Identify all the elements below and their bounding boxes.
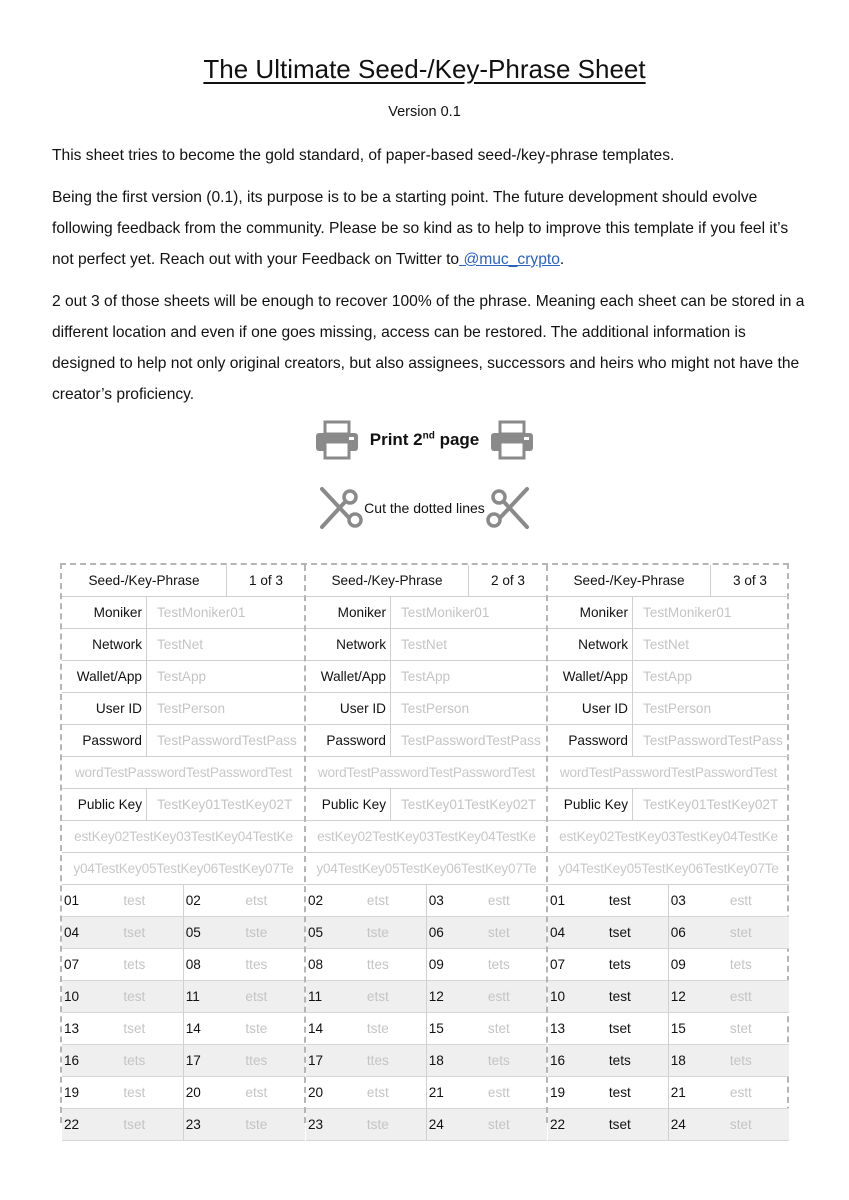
word-number: 08 [183, 949, 208, 981]
word-value[interactable]: tste [330, 1109, 426, 1141]
development-text: Being the first version (0.1), its purpose is to be a starting point. The future development should evolve following feedback from the community. Please be so kind as to help to improve this template if you feel it’s not perfect yet. Reach out with your Feedback on Twitter to [52, 189, 789, 268]
password-row [306, 725, 547, 757]
word-number: 01 [62, 885, 86, 917]
word-value[interactable]: estt [693, 981, 789, 1013]
word-value[interactable]: etst [208, 1077, 305, 1109]
network-value[interactable]: TestNet [147, 629, 306, 661]
word-number: 23 [183, 1109, 208, 1141]
word-value[interactable]: etst [208, 981, 305, 1013]
word-value[interactable]: test [572, 981, 668, 1013]
word-number: 18 [426, 1045, 451, 1077]
word-number: 02 [306, 885, 330, 917]
network-value[interactable]: TestNet [633, 629, 790, 661]
cut-label: Cut the dotted lines [364, 500, 485, 516]
development-end: . [559, 251, 565, 268]
word-row [548, 1109, 789, 1141]
word-number: 20 [306, 1077, 330, 1109]
wallet-value[interactable]: TestApp [147, 661, 306, 693]
version-label: Version 0.1 [388, 104, 461, 120]
word-value[interactable]: ttes [208, 1045, 305, 1077]
public_key-label: Public Key [548, 789, 633, 821]
word-number: 15 [426, 1013, 451, 1045]
sheet-header-title: Seed-/Key-Phrase [548, 565, 711, 597]
word-value[interactable]: ttes [208, 949, 305, 981]
word-row [548, 1013, 789, 1045]
password-label: Password [62, 725, 147, 757]
word-value[interactable]: test [572, 1077, 668, 1109]
wallet-row [306, 661, 547, 693]
word-number: 11 [183, 981, 208, 1013]
word-row [62, 885, 305, 917]
key_cont1-value[interactable]: estKey02TestKey03TestKey04TestKe [306, 821, 547, 853]
printer-icon [314, 420, 360, 460]
moniker-row [62, 597, 305, 629]
word-value[interactable]: tets [86, 1045, 183, 1077]
word-value[interactable]: tset [572, 1109, 668, 1141]
word-value[interactable]: tets [451, 1045, 547, 1077]
scissors-icon [485, 485, 531, 531]
word-value[interactable]: test [86, 1077, 183, 1109]
key_cont1-row [306, 821, 547, 853]
word-number: 17 [183, 1045, 208, 1077]
word-row [62, 949, 305, 981]
word-value[interactable]: tset [86, 1109, 183, 1141]
word-number: 15 [668, 1013, 693, 1045]
network-label: Network [62, 629, 147, 661]
password_cont-row [62, 757, 305, 789]
sheet-page-number: 1 of 3 [227, 565, 306, 597]
twitter-link[interactable]: @muc_crypto [459, 251, 560, 268]
word-number: 01 [548, 885, 572, 917]
word-row [548, 1077, 789, 1109]
user-value[interactable]: TestPerson [633, 693, 790, 725]
word-value[interactable]: etst [330, 981, 426, 1013]
password-value[interactable]: TestPasswordTestPass [633, 725, 790, 757]
password_cont-value[interactable]: wordTestPasswordTestPasswordTest [62, 757, 305, 789]
sheet-page-number: 3 of 3 [711, 565, 790, 597]
network-label: Network [548, 629, 633, 661]
word-number: 02 [183, 885, 208, 917]
key_cont2-row [548, 853, 789, 885]
word-row [548, 949, 789, 981]
word-number: 07 [62, 949, 86, 981]
word-value[interactable]: tste [330, 1013, 426, 1045]
user-row [306, 693, 547, 725]
password-label: Password [548, 725, 633, 757]
seed-sheet-2 [304, 565, 547, 1132]
sheet-page-number: 2 of 3 [469, 565, 548, 597]
wallet-row [62, 661, 305, 693]
word-number: 20 [183, 1077, 208, 1109]
word-number: 16 [62, 1045, 86, 1077]
public_key-row [306, 789, 547, 821]
moniker-label: Moniker [62, 597, 147, 629]
word-number: 11 [306, 981, 330, 1013]
word-row [306, 885, 547, 917]
word-value[interactable]: estt [693, 885, 789, 917]
word-value[interactable]: tets [693, 949, 789, 981]
network-row [548, 629, 789, 661]
word-value[interactable]: tste [330, 917, 426, 949]
word-number: 04 [548, 917, 572, 949]
word-value[interactable]: estt [451, 1077, 547, 1109]
word-value[interactable]: etst [330, 885, 426, 917]
word-value[interactable]: stet [451, 1013, 547, 1045]
word-number: 14 [183, 1013, 208, 1045]
word-row [548, 1045, 789, 1077]
sheet-header [306, 565, 547, 597]
word-number: 05 [306, 917, 330, 949]
seed-sheet-1 [62, 565, 305, 1132]
password-value[interactable]: TestPasswordTestPass [391, 725, 548, 757]
word-value[interactable]: tets [572, 1045, 668, 1077]
word-value[interactable]: tste [208, 1109, 305, 1141]
word-value[interactable]: stet [693, 1013, 789, 1045]
password_cont-row [306, 757, 547, 789]
sheet-header-title: Seed-/Key-Phrase [62, 565, 227, 597]
word-value[interactable]: stet [693, 1109, 789, 1141]
public_key-value[interactable]: TestKey01TestKey02T [147, 789, 306, 821]
word-row [306, 1077, 547, 1109]
user-value[interactable]: TestPerson [147, 693, 306, 725]
word-value[interactable]: tset [572, 917, 668, 949]
word-number: 13 [62, 1013, 86, 1045]
moniker-value[interactable]: TestMoniker01 [147, 597, 306, 629]
word-number: 23 [306, 1109, 330, 1141]
moniker-value[interactable]: TestMoniker01 [391, 597, 548, 629]
public_key-row [548, 789, 789, 821]
word-row [306, 917, 547, 949]
word-value[interactable]: stet [451, 917, 547, 949]
password-row [548, 725, 789, 757]
seed-sheet-3 [546, 565, 789, 1132]
word-value[interactable]: tets [693, 1045, 789, 1077]
word-row [306, 981, 547, 1013]
word-number: 10 [62, 981, 86, 1013]
word-row [62, 1013, 305, 1045]
wallet-label: Wallet/App [548, 661, 633, 693]
word-number: 07 [548, 949, 572, 981]
user-label: User ID [306, 693, 391, 725]
word-number: 10 [548, 981, 572, 1013]
network-value[interactable]: TestNet [391, 629, 548, 661]
wallet-label: Wallet/App [62, 661, 147, 693]
public_key-label: Public Key [62, 789, 147, 821]
network-label: Network [306, 629, 391, 661]
word-number: 04 [62, 917, 86, 949]
moniker-row [306, 597, 547, 629]
scissors-icon [318, 485, 364, 531]
word-number: 17 [306, 1045, 330, 1077]
word-value[interactable]: tset [86, 1013, 183, 1045]
network-row [62, 629, 305, 661]
word-row [548, 885, 789, 917]
word-row [62, 981, 305, 1013]
word-value[interactable]: test [86, 885, 183, 917]
word-number: 21 [426, 1077, 451, 1109]
password-row [62, 725, 305, 757]
word-row [62, 917, 305, 949]
word-value[interactable]: ttes [330, 949, 426, 981]
public_key-label: Public Key [306, 789, 391, 821]
user-row [548, 693, 789, 725]
network-row [306, 629, 547, 661]
word-number: 24 [426, 1109, 451, 1141]
word-value[interactable]: stet [451, 1109, 547, 1141]
key_cont2-value[interactable]: y04TestKey05TestKey06TestKey07Te [62, 853, 305, 885]
word-row [306, 1045, 547, 1077]
word-number: 09 [426, 949, 451, 981]
word-value[interactable]: estt [451, 885, 547, 917]
password_cont-value[interactable]: wordTestPasswordTestPasswordTest [306, 757, 547, 789]
key_cont1-value[interactable]: estKey02TestKey03TestKey04TestKe [548, 821, 789, 853]
word-number: 19 [548, 1077, 572, 1109]
word-number: 06 [426, 917, 451, 949]
word-value[interactable]: tets [572, 949, 668, 981]
print-instruction [0, 419, 849, 461]
password_cont-value[interactable]: wordTestPasswordTestPasswordTest [548, 757, 789, 789]
word-row [548, 981, 789, 1013]
word-number: 03 [426, 885, 451, 917]
word-value[interactable]: tset [86, 917, 183, 949]
moniker-label: Moniker [548, 597, 633, 629]
word-number: 14 [306, 1013, 330, 1045]
word-value[interactable]: test [572, 885, 668, 917]
wallet-label: Wallet/App [306, 661, 391, 693]
key_cont1-value[interactable]: estKey02TestKey03TestKey04TestKe [62, 821, 305, 853]
seed-sheets [60, 563, 789, 1132]
key_cont2-row [62, 853, 305, 885]
wallet-value[interactable]: TestApp [391, 661, 548, 693]
word-row [548, 917, 789, 949]
moniker-value[interactable]: TestMoniker01 [633, 597, 790, 629]
cut-instruction [0, 484, 849, 532]
word-row [62, 1077, 305, 1109]
moniker-row [548, 597, 789, 629]
word-value[interactable]: ttes [330, 1045, 426, 1077]
intro-paragraph: This sheet tries to become the gold standard, of paper-based seed-/key-phrase templates. [52, 147, 675, 164]
word-value[interactable]: tste [208, 1013, 305, 1045]
word-number: 22 [548, 1109, 572, 1141]
key_cont1-row [548, 821, 789, 853]
sheet-header-title: Seed-/Key-Phrase [306, 565, 469, 597]
moniker-label: Moniker [306, 597, 391, 629]
word-number: 12 [426, 981, 451, 1013]
word-value[interactable]: tets [86, 949, 183, 981]
word-value[interactable]: etst [330, 1077, 426, 1109]
word-number: 09 [668, 949, 693, 981]
word-number: 16 [548, 1045, 572, 1077]
word-number: 05 [183, 917, 208, 949]
password-label: Password [306, 725, 391, 757]
user-label: User ID [62, 693, 147, 725]
public_key-row [62, 789, 305, 821]
user-label: User ID [548, 693, 633, 725]
word-row [62, 1045, 305, 1077]
print-label: Print 2nd page [369, 430, 480, 449]
word-row [306, 949, 547, 981]
printer-icon [489, 420, 535, 460]
wallet-row [548, 661, 789, 693]
word-value[interactable]: tset [572, 1013, 668, 1045]
user-row [62, 693, 305, 725]
word-number: 06 [668, 917, 693, 949]
word-row [306, 1109, 547, 1141]
user-value[interactable]: TestPerson [391, 693, 548, 725]
key_cont2-value[interactable]: y04TestKey05TestKey06TestKey07Te [548, 853, 789, 885]
sheet-header [62, 565, 305, 597]
key_cont1-row [62, 821, 305, 853]
word-number: 13 [548, 1013, 572, 1045]
word-value[interactable]: tste [208, 917, 305, 949]
word-value[interactable]: stet [693, 917, 789, 949]
key_cont2-value[interactable]: y04TestKey05TestKey06TestKey07Te [306, 853, 547, 885]
password-value[interactable]: TestPasswordTestPass [147, 725, 306, 757]
word-row [306, 1013, 547, 1045]
word-number: 08 [306, 949, 330, 981]
page-title: The Ultimate Seed-/Key-Phrase Sheet [203, 54, 646, 84]
public_key-value[interactable]: TestKey01TestKey02T [391, 789, 548, 821]
word-value[interactable]: test [86, 981, 183, 1013]
word-number: 03 [668, 885, 693, 917]
word-row [62, 1109, 305, 1141]
word-number: 19 [62, 1077, 86, 1109]
public_key-value[interactable]: TestKey01TestKey02T [633, 789, 790, 821]
word-value[interactable]: estt [693, 1077, 789, 1109]
word-value[interactable]: etst [208, 885, 305, 917]
key_cont2-row [306, 853, 547, 885]
word-value[interactable]: tets [451, 949, 547, 981]
word-number: 18 [668, 1045, 693, 1077]
recovery-paragraph: 2 out 3 of those sheets will be enough to recover 100% of the phrase. Meaning each sheet can be stored in a different location and even if one goes missing, access can be restored. The additional information is designed to help not only original creators, but also assignees, successors and heirs who might not have the creator’s proficiency. [52, 293, 805, 403]
word-number: 12 [668, 981, 693, 1013]
word-number: 22 [62, 1109, 86, 1141]
password_cont-row [548, 757, 789, 789]
development-paragraph [52, 182, 812, 275]
word-value[interactable]: estt [451, 981, 547, 1013]
sheet-header [548, 565, 789, 597]
word-number: 24 [668, 1109, 693, 1141]
word-number: 21 [668, 1077, 693, 1109]
wallet-value[interactable]: TestApp [633, 661, 790, 693]
